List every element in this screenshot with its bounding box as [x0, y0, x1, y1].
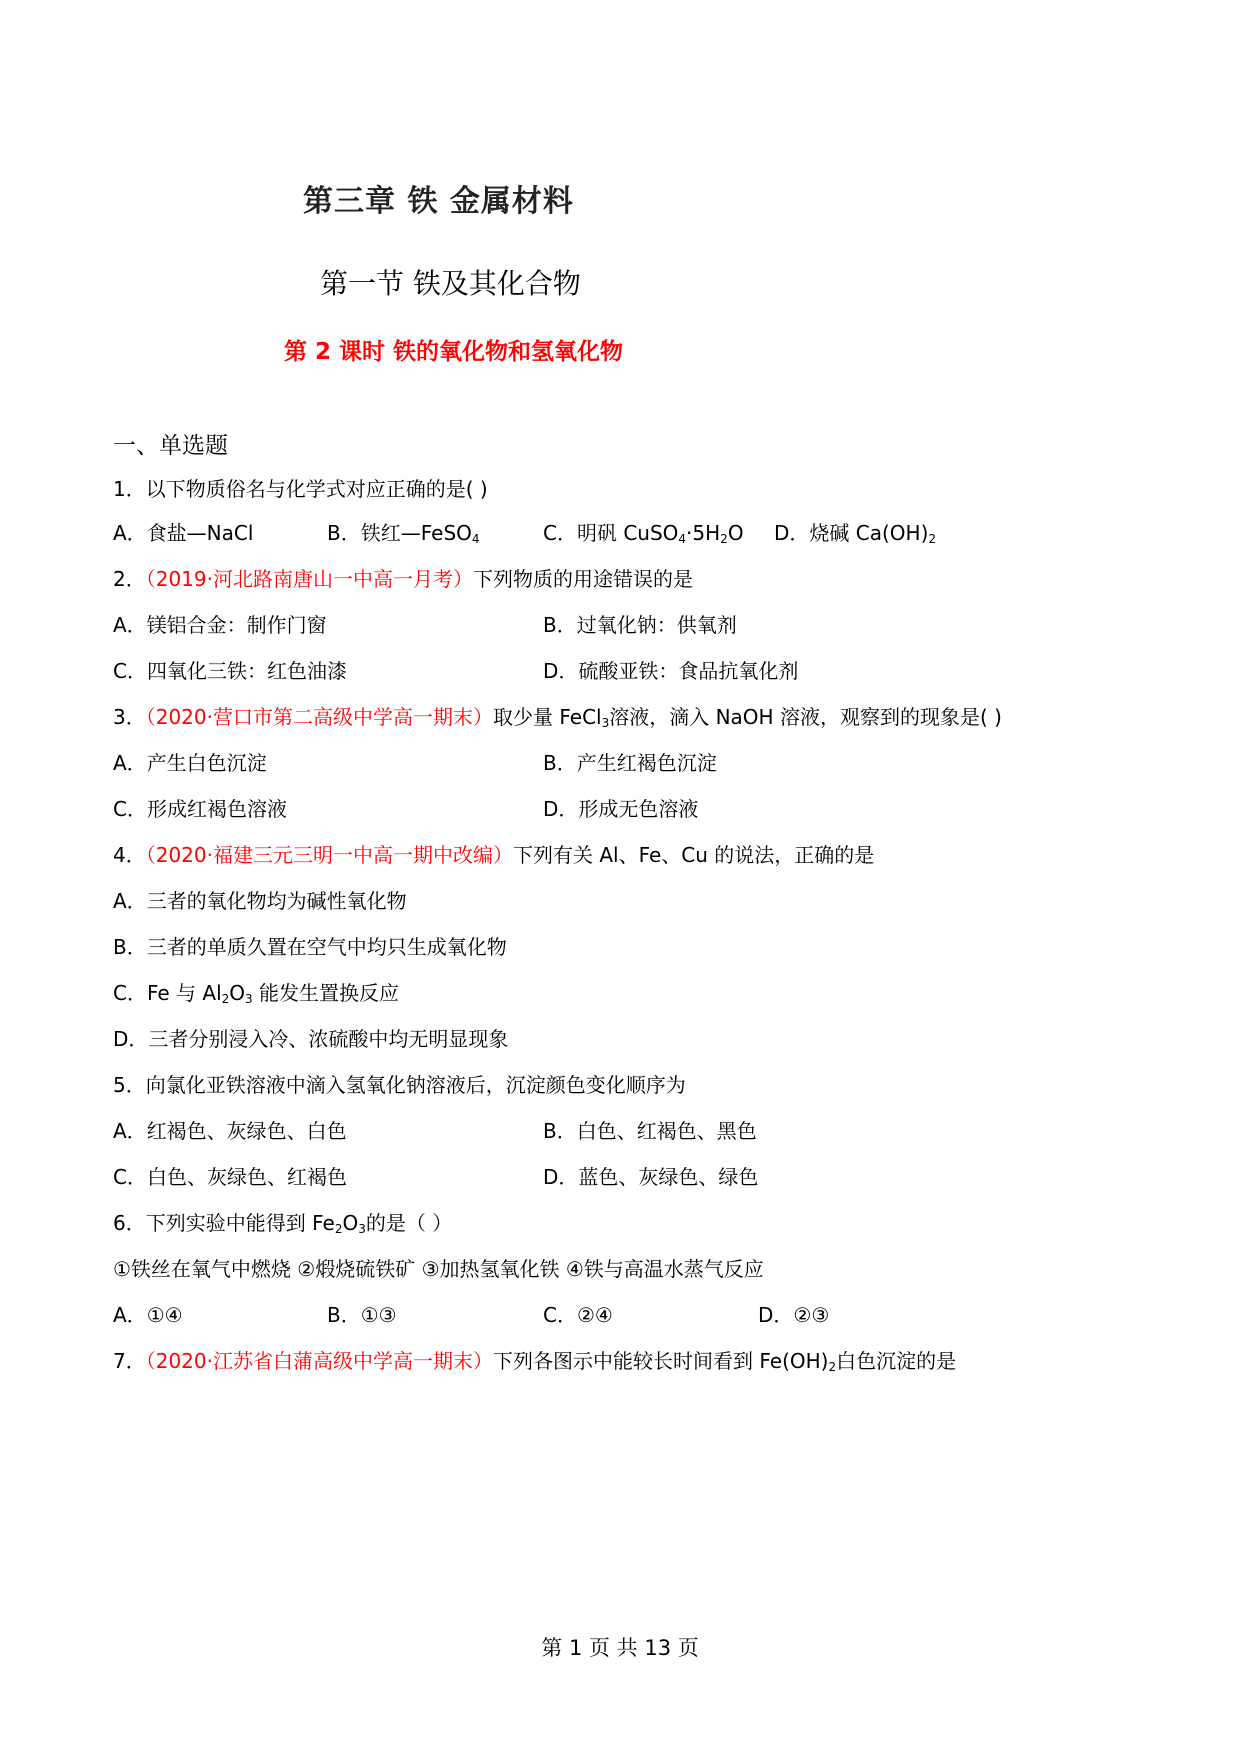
- question-4-option-c: [113, 979, 399, 1007]
- question-number: 1．: [113, 477, 146, 501]
- option-text: ②④: [576, 1303, 613, 1327]
- question-text: O: [342, 1211, 359, 1235]
- option-label: D．: [543, 797, 579, 821]
- option-label: C．: [113, 1165, 147, 1189]
- option-text: 形成无色溶液: [578, 797, 699, 821]
- question-5-stem: [113, 1071, 686, 1099]
- option-label: D．: [543, 1165, 579, 1189]
- option-label: A．: [113, 1119, 147, 1143]
- option-label: C．: [113, 797, 147, 821]
- subscript: 4: [678, 532, 687, 546]
- option-text: O: [727, 521, 744, 545]
- subscript: 2: [928, 532, 937, 546]
- option-text: ·5H: [686, 521, 721, 545]
- lesson-title: 第 2 课时 铁的氧化物和氢氧化物: [284, 339, 624, 365]
- option-text: 三者分别浸入冷、浓硫酸中均无明显现象: [148, 1027, 509, 1051]
- option-label: D．: [758, 1303, 794, 1327]
- question-3-option-c: [113, 795, 287, 823]
- option-label: D．: [113, 1027, 149, 1051]
- question-2-option-b: [543, 611, 737, 639]
- option-label: B．: [327, 521, 361, 545]
- question-number: 6．: [113, 1211, 146, 1235]
- option-text: 三者的单质久置在空气中均只生成氧化物: [146, 935, 507, 959]
- subscript: 4: [471, 532, 480, 546]
- question-2-option-d: [543, 657, 798, 685]
- question-5-option-c: [113, 1163, 347, 1191]
- option-text: 镁铝合金：制作门窗: [146, 613, 327, 637]
- option-text: 铁红—FeSO: [360, 521, 472, 545]
- option-text: ①④: [146, 1303, 183, 1327]
- option-text: 红褐色、灰绿色、白色: [146, 1119, 347, 1143]
- question-number: 3．: [113, 705, 146, 729]
- option-text: 三者的氧化物均为碱性氧化物: [146, 889, 407, 913]
- subscript: 2: [221, 992, 230, 1006]
- question-1-option-b: [327, 519, 480, 547]
- question-source: （2020·福建三元三明一中高一期中改编）: [145, 843, 513, 867]
- option-text: ②③: [793, 1303, 830, 1327]
- question-1-option-c: [543, 519, 744, 547]
- question-1-option-a: [113, 519, 253, 547]
- option-label: C．: [543, 1303, 577, 1327]
- option-label: A．: [113, 1303, 147, 1327]
- question-6-option-c: [543, 1301, 613, 1329]
- option-label: B．: [543, 613, 577, 637]
- option-text: 产生白色沉淀: [146, 751, 267, 775]
- question-source: （2019·河北路南唐山一中高一月考）: [145, 567, 473, 591]
- question-7-stem: [113, 1347, 956, 1375]
- option-label: B．: [327, 1303, 361, 1327]
- section-title: 第一节 铁及其化合物: [320, 267, 581, 300]
- page-number-footer: 第 1 页 共 13 页: [541, 1636, 699, 1660]
- question-text: 下列有关 Al、Fe、Cu 的说法，正确的是: [513, 843, 875, 867]
- question-5-option-d: [543, 1163, 758, 1191]
- question-6-statements: ①铁丝在氧气中燃烧 ②煅烧硫铁矿 ③加热氢氧化铁 ④铁与高温水蒸气反应: [113, 1257, 764, 1281]
- option-text: 烧碱 Ca(OH): [809, 521, 929, 545]
- option-text: 产生红褐色沉淀: [576, 751, 717, 775]
- question-text: 的是（ ）: [365, 1211, 453, 1235]
- question-6-option-d: [758, 1301, 829, 1329]
- option-label: C．: [113, 981, 147, 1005]
- option-label: A．: [113, 751, 147, 775]
- question-3-option-d: [543, 795, 698, 823]
- option-text: 形成红褐色溶液: [146, 797, 287, 821]
- question-text: 白色沉淀的是: [836, 1349, 957, 1373]
- option-label: B．: [543, 1119, 577, 1143]
- question-3-option-b: [543, 749, 717, 777]
- question-2-option-c: [113, 657, 347, 685]
- option-text: 蓝色、灰绿色、绿色: [578, 1165, 759, 1189]
- option-text: 白色、灰绿色、红褐色: [146, 1165, 347, 1189]
- question-number: 5．: [113, 1073, 146, 1097]
- subscript: 3: [358, 1222, 366, 1236]
- question-source: （2020·江苏省白蒲高级中学高一期末）: [145, 1349, 493, 1373]
- option-text: 白色、红褐色、黑色: [576, 1119, 757, 1143]
- chapter-title: 第三章 铁 金属材料: [303, 184, 574, 219]
- option-text: 硫酸亚铁：食品抗氧化剂: [578, 659, 799, 683]
- subscript: 3: [245, 992, 253, 1006]
- option-text: 能发生置换反应: [252, 981, 400, 1005]
- option-label: A．: [113, 521, 147, 545]
- section-heading-single-choice: 一、单选题: [113, 433, 228, 459]
- option-label: C．: [543, 521, 577, 545]
- question-3-stem: [113, 703, 1002, 731]
- option-label: D．: [774, 521, 810, 545]
- option-text: 明矾 CuSO: [576, 521, 679, 545]
- question-1-stem: [113, 475, 488, 503]
- subscript: 3: [601, 716, 610, 730]
- option-text: Fe 与 Al: [146, 981, 222, 1005]
- option-text: 四氧化三铁：红色油漆: [146, 659, 347, 683]
- option-label: B．: [113, 935, 147, 959]
- subscript: 2: [828, 1360, 837, 1374]
- question-number: 4．: [113, 843, 146, 867]
- option-label: A．: [113, 613, 147, 637]
- option-text: O: [229, 981, 246, 1005]
- question-text: 溶液，滴入 NaOH 溶液，观察到的现象是( ): [609, 705, 1002, 729]
- question-6-option-b: [327, 1301, 397, 1329]
- question-6-stem: [113, 1209, 452, 1237]
- question-4-option-a: [113, 887, 407, 915]
- option-text: 过氧化钠：供氧剂: [576, 613, 737, 637]
- option-label: B．: [543, 751, 577, 775]
- question-text: 向氯化亚铁溶液中滴入氢氧化钠溶液后，沉淀颜色变化顺序为: [145, 1073, 686, 1097]
- option-label: C．: [113, 659, 147, 683]
- question-6-option-a: [113, 1301, 183, 1329]
- question-text: 下列实验中能得到 Fe: [145, 1211, 335, 1235]
- question-1-option-d: [774, 519, 936, 547]
- question-4-stem: [113, 841, 874, 869]
- question-5-option-a: [113, 1117, 347, 1145]
- question-3-option-a: [113, 749, 267, 777]
- question-number: 2．: [113, 567, 146, 591]
- subscript: 2: [334, 1222, 343, 1236]
- question-2-option-a: [113, 611, 327, 639]
- question-source: （2020·营口市第二高级中学高一期末）: [145, 705, 493, 729]
- question-text: 以下物质俗名与化学式对应正确的是( ): [145, 477, 488, 501]
- question-4-option-b: [113, 933, 507, 961]
- option-text: 食盐—NaCl: [146, 521, 254, 545]
- option-text: ①③: [360, 1303, 397, 1327]
- question-text: 下列物质的用途错误的是: [473, 567, 693, 591]
- question-2-stem: [113, 565, 693, 593]
- subscript: 2: [720, 532, 728, 546]
- question-text: 下列各图示中能较长时间看到 Fe(OH): [493, 1349, 829, 1373]
- question-number: 7．: [113, 1349, 146, 1373]
- option-label: A．: [113, 889, 147, 913]
- question-5-option-b: [543, 1117, 757, 1145]
- question-4-option-d: [113, 1025, 508, 1053]
- question-text: 取少量 FeCl: [493, 705, 602, 729]
- option-label: D．: [543, 659, 579, 683]
